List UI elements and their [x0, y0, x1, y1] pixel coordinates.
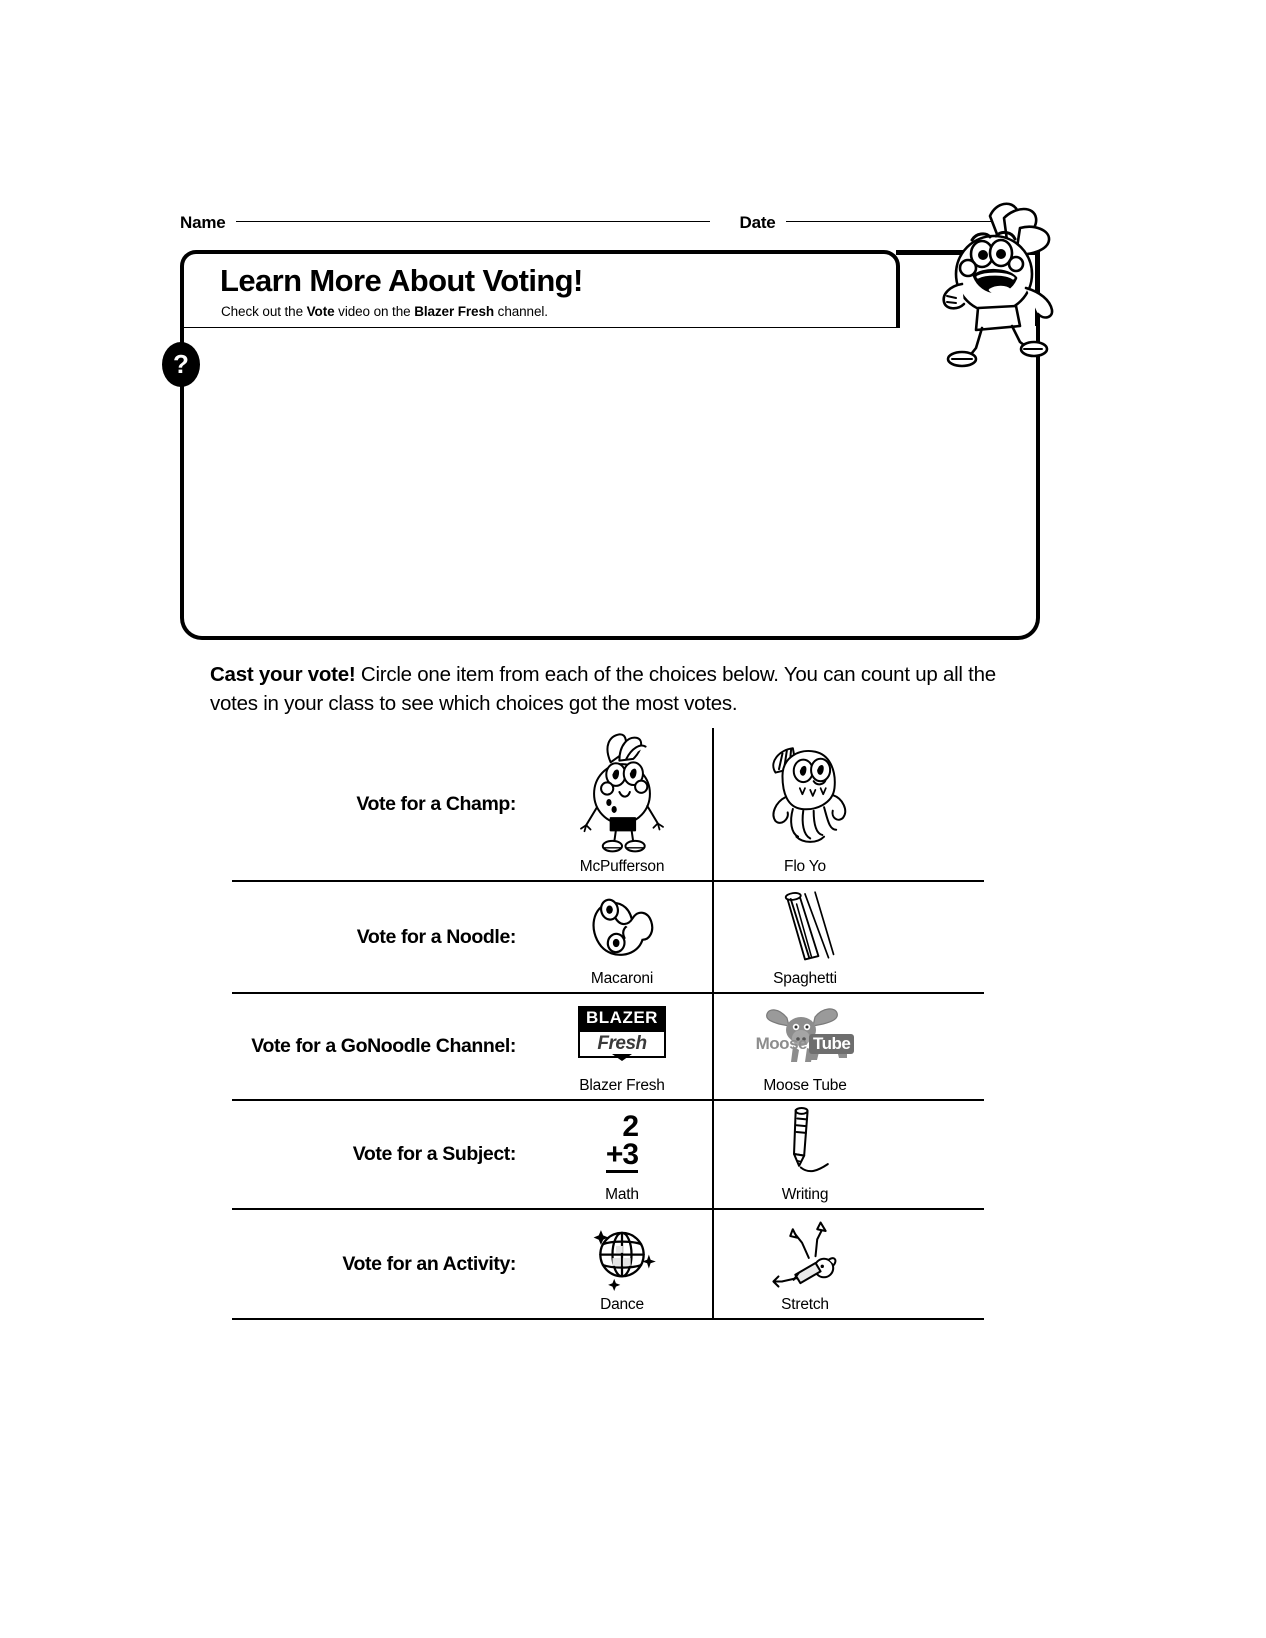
blazer-fresh-logo-bottom: Fresh — [578, 1030, 666, 1058]
table-row — [232, 882, 984, 994]
addend-bottom: +3 — [605, 1137, 639, 1171]
title-card — [180, 250, 900, 328]
page-subtitle — [221, 304, 548, 319]
row-spacer — [896, 882, 984, 992]
name-write-line[interactable] — [236, 220, 710, 222]
row-spacer — [896, 994, 984, 1099]
vote-caption: McPufferson — [579, 858, 665, 875]
macaroni-icon — [532, 882, 712, 968]
page-title: Learn More About Voting! — [220, 263, 583, 298]
tube-word: Tube — [809, 1034, 854, 1054]
vote-caption: Math — [605, 1186, 639, 1203]
bowtie-icon — [612, 1054, 632, 1061]
vote-table — [232, 728, 984, 1320]
subtitle-part-3: channel. — [494, 304, 548, 319]
subtitle-part-2: video on the — [334, 304, 415, 319]
vote-caption: Macaroni — [590, 970, 654, 987]
vote-row-label-subject: Vote for a Subject: — [352, 1143, 516, 1165]
mcpufferson-character-icon — [532, 728, 712, 856]
table-row — [232, 994, 984, 1101]
moose-word: Moose — [755, 1033, 807, 1053]
table-row — [232, 1101, 984, 1210]
vote-caption: Moose Tube — [763, 1077, 847, 1094]
vote-row-label-champ: Vote for a Champ: — [356, 792, 516, 815]
math-sum-icon — [532, 1101, 712, 1184]
name-label: Name — [180, 213, 226, 232]
subtitle-bold-channel: Blazer Fresh — [414, 304, 495, 319]
facts-card — [180, 326, 1040, 640]
spaghetti-icon — [714, 882, 896, 968]
vote-caption: Flo Yo — [784, 858, 826, 875]
question-mark-icon: ? — [162, 342, 200, 387]
date-label: Date — [739, 213, 776, 232]
vote-option-mcpufferson[interactable] — [532, 728, 714, 880]
vote-option-flo-yo[interactable] — [714, 728, 896, 880]
instructions-text — [210, 660, 1000, 718]
subtitle-part-1: Check out the — [221, 304, 307, 319]
addend-top: 2 — [622, 1109, 639, 1143]
vote-option-macaroni[interactable] — [532, 882, 714, 992]
running-character-icon — [916, 198, 1066, 368]
blazer-fresh-logo-top: BLAZER — [578, 1006, 666, 1030]
vote-option-spaghetti[interactable] — [714, 882, 896, 992]
instructions-bold: Cast your vote! — [210, 663, 356, 686]
vote-caption: Blazer Fresh — [579, 1077, 665, 1094]
blazer-fresh-logo-icon — [532, 994, 712, 1075]
vote-row-label-channel: Vote for a GoNoodle Channel: — [251, 1035, 516, 1057]
stretching-person-icon — [714, 1210, 896, 1294]
vote-option-math[interactable] — [532, 1101, 714, 1208]
vote-row-label-noodle: Vote for a Noodle: — [356, 925, 516, 948]
vote-option-dance[interactable] — [532, 1210, 714, 1318]
instructions-rest: Circle one item from each of the choices below. You can count up all the votes in your class to see which choices got the most votes. — [210, 663, 996, 715]
vote-caption: Dance — [600, 1296, 644, 1313]
vote-caption: Writing — [781, 1186, 829, 1203]
vote-option-stretch[interactable] — [714, 1210, 896, 1318]
table-row — [232, 728, 984, 882]
row-spacer — [896, 1101, 984, 1208]
pencil-writing-icon — [714, 1101, 896, 1184]
subtitle-bold-vote: Vote — [306, 304, 335, 319]
vote-option-blazer-fresh[interactable] — [532, 994, 714, 1099]
flo-yo-character-icon — [714, 728, 896, 856]
table-row — [232, 1210, 984, 1320]
vote-caption: Spaghetti — [773, 970, 837, 987]
vote-caption: Stretch — [781, 1296, 829, 1313]
vote-option-writing[interactable] — [714, 1101, 896, 1208]
row-spacer — [896, 1210, 984, 1318]
vote-option-moose-tube[interactable] — [714, 994, 896, 1099]
row-spacer — [896, 728, 984, 880]
moose-tube-wordmark — [753, 1034, 857, 1054]
vote-row-label-activity: Vote for an Activity: — [342, 1252, 516, 1275]
disco-ball-icon — [532, 1210, 712, 1294]
moose-tube-logo-icon — [714, 994, 896, 1075]
